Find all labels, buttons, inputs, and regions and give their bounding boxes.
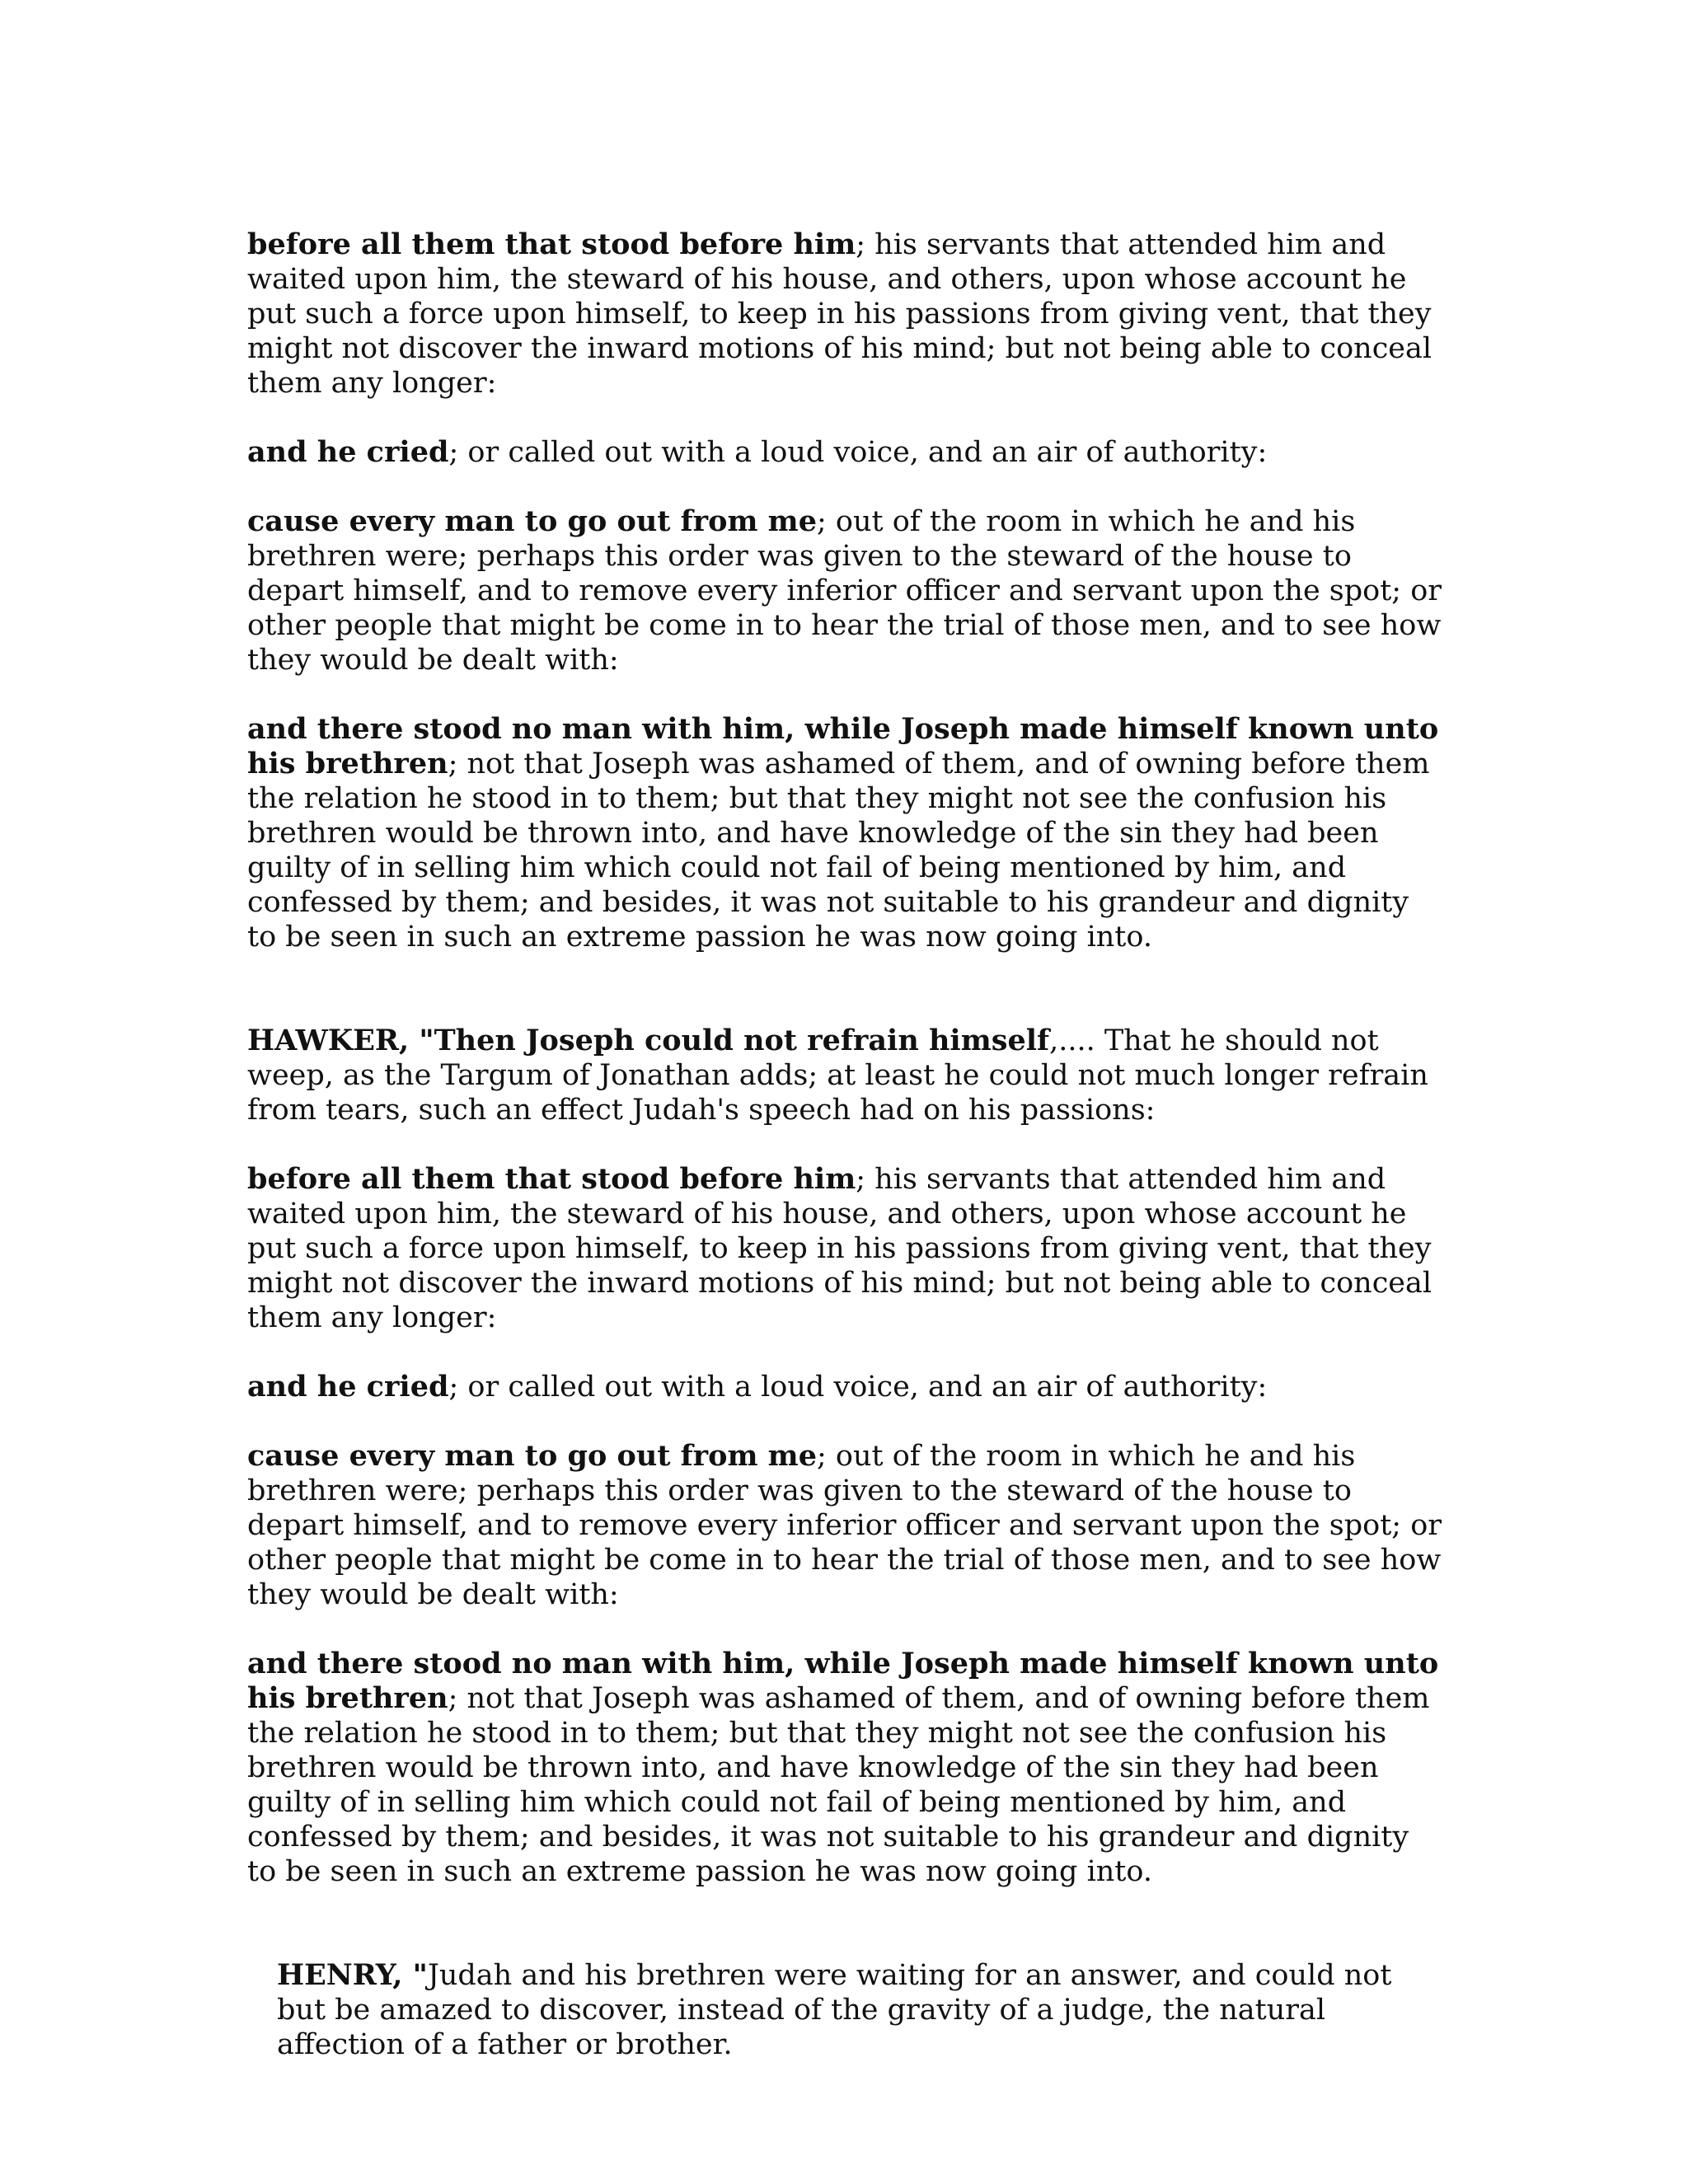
paragraph-text: ; out of the room in which he and his brethren were; perhaps this order was given to the steward of the house to depart himself, and to remove every inferior officer and servant upon the spot; or other people that might be come in to hear the trial of those men, and to see how they would be dealt with: (247, 1440, 1442, 1611)
paragraph-text: ; not that Joseph was ashamed of them, and of owning before them the relation he stood in to them; but that they might not see the confusion his brethren would be thrown into, and have knowledge of the sin they had been guilty of in selling him which could not fail of being mentioned by him, and confessed by them; and besides, it was not suitable to his grandeur and dignity to be seen in such an extreme passion he was now going into. (247, 1682, 1430, 1888)
section-spacer (247, 989, 1442, 1024)
paragraph-text: ; or called out with a loud voice, and an air of authority: (448, 436, 1268, 469)
paragraph-lead-bold: before all them that stood before him (247, 227, 856, 261)
paragraph-text: ; his servants that attended him and waited upon him, the steward of his house, and others, upon whose account he put such a force upon himself, to keep in his passions from giving vent, that they might not discover the inward motions of his mind; but not being able to conceal them any longer: (247, 228, 1432, 400)
section-spacer (247, 1924, 1442, 1958)
hawker-paragraph-no-man-with-him (247, 1647, 1442, 1889)
gill-paragraph-before-all (247, 227, 1442, 401)
hawker-paragraph-before-all (247, 1162, 1442, 1335)
document-page (247, 227, 1442, 2097)
gill-paragraph-he-cried (247, 435, 1442, 470)
gill-paragraph-no-man-with-him (247, 712, 1442, 954)
hawker-paragraph-he-cried (247, 1370, 1442, 1404)
paragraph-lead-bold: and there stood no man with him, while Joseph made himself known unto his brethren (247, 712, 1439, 780)
henry-paragraph-intro (247, 1958, 1442, 2062)
paragraph-text: ; not that Joseph was ashamed of them, and of owning before them the relation he stood in to them; but that they might not see the confusion his brethren would be thrown into, and have knowledge of the sin they had been guilty of in selling him which could not fail of being mentioned by him, and confessed by them; and besides, it was not suitable to his grandeur and dignity to be seen in such an extreme passion he was now going into. (247, 748, 1430, 954)
paragraph-text: ; out of the room in which he and his brethren were; perhaps this order was given to the steward of the house to depart himself, and to remove every inferior officer and servant upon the spot; or other people that might be come in to hear the trial of those men, and to see how they would be dealt with: (247, 505, 1442, 677)
commentator-heading: HAWKER, "Then Joseph could not refrain himself (247, 1024, 1050, 1057)
paragraph-lead-bold: cause every man to go out from me (247, 1439, 817, 1473)
hawker-paragraph-cause-every-man (247, 1439, 1442, 1612)
paragraph-lead-bold: and he cried (247, 435, 449, 469)
paragraph-text: ; or called out with a loud voice, and an air of authority: (448, 1371, 1268, 1404)
paragraph-lead-bold: and there stood no man with him, while Joseph made himself known unto his brethren (247, 1647, 1439, 1715)
commentator-heading: HENRY, " (277, 1958, 428, 1992)
hawker-paragraph-intro (247, 1024, 1442, 1127)
paragraph-lead-bold: cause every man to go out from me (247, 504, 817, 538)
paragraph-lead-bold: before all them that stood before him (247, 1162, 856, 1196)
paragraph-text: ; his servants that attended him and waited upon him, the steward of his house, and others, upon whose account he put such a force upon himself, to keep in his passions from giving vent, that they might not discover the inward motions of his mind; but not being able to conceal them any longer: (247, 1163, 1432, 1334)
gill-paragraph-cause-every-man (247, 504, 1442, 677)
paragraph-text: ,.... That he should not weep, as the Targum of Jonathan adds; at least he could not much longer refrain from tears, such an effect Judah's speech had on his passions: (247, 1024, 1428, 1127)
paragraph-text: Judah and his brethren were waiting for an answer, and could not but be amazed to discover, instead of the gravity of a judge, the natural affection of a father or brother. (277, 1959, 1392, 2061)
paragraph-lead-bold: and he cried (247, 1370, 449, 1404)
